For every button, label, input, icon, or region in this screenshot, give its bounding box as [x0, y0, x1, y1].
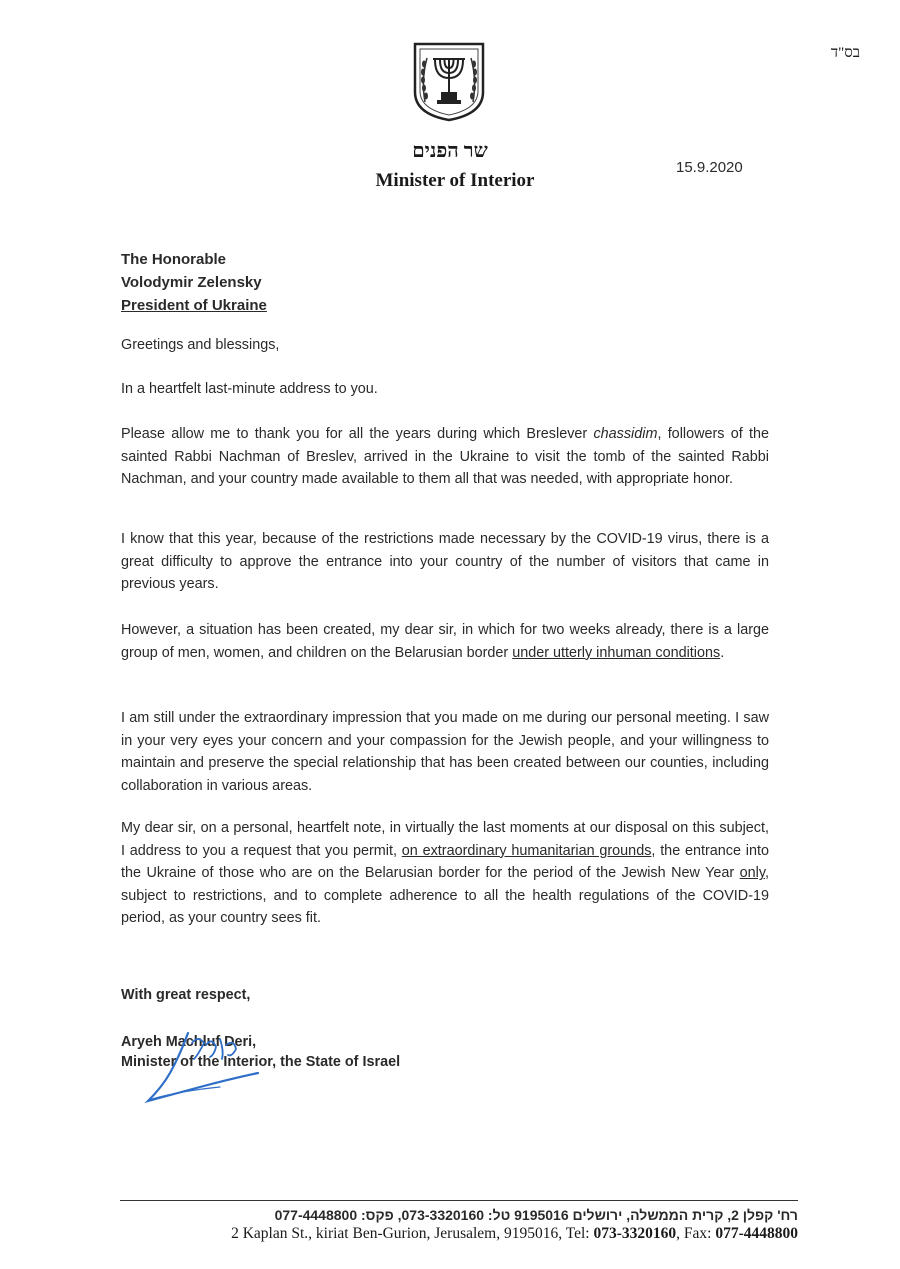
besd-mark: בס"ד — [830, 45, 860, 61]
paragraph-thanks-b: , followers of the sainted Rabbi Nachman of Breslev, arrived in the Ukraine to visit the tomb of the sainted Rabbi Nachman, and your country made available to them all that was needed, with appropriate honor. — [121, 426, 769, 488]
paragraph-thanks — [121, 423, 769, 491]
signatory-role: Minister of the Interior, the State of Israel — [121, 1054, 401, 1070]
letter-date: 15.9.2020 — [676, 159, 743, 176]
footer-divider — [120, 1200, 798, 1201]
intro-paragraph: In a heartfelt last-minute address to you. — [121, 381, 378, 397]
addressee-block — [121, 248, 267, 317]
paragraph-impression: I am still under the extraordinary impression that you made on me during our personal meeting. I saw in your very eyes your concern and your compassion for the Jewish people, and your willingness to maintain and preserve the special relationship that has been created between our counties, including collaboration in various areas. — [121, 710, 769, 794]
footer-tel: 073-3320160 — [593, 1225, 677, 1242]
paragraph-situation-a: However, a situation has been created, my dear sir, in which for two weeks already, there is a large group of men, women, and children on the Belarusian border — [121, 622, 769, 661]
paragraph-request-underline1: on extraordinary humanitarian grounds — [401, 842, 652, 859]
paragraph-thanks-italic: chassidim — [593, 426, 658, 442]
footer-hebrew-address: רח' קפלן 2, קרית הממשלה, ירושלים 9195016 טל: 073-3320160, פקס: 077-4448800 — [274, 1207, 798, 1223]
paragraph-situation-underline: under utterly inhuman conditions — [512, 644, 721, 661]
paragraph-request-b: , the entrance into the Ukraine of those who are on the Belarusian border for the period of the Jewish New Year — [121, 842, 769, 882]
signatory-name: Aryeh Machluf Deri, — [121, 1034, 257, 1050]
footer-fax: 077-4448800 — [715, 1225, 798, 1242]
handwritten-signature — [140, 1025, 270, 1110]
greeting: Greetings and blessings, — [121, 337, 280, 353]
paragraph-request-underline2: only — [739, 865, 765, 882]
paragraph-thanks-a: Please allow me to thank you for all the years during which Breslever — [121, 426, 594, 442]
addressee-line1: The Honorable — [121, 251, 227, 268]
footer-english-address — [120, 1225, 798, 1243]
paragraph-situation — [121, 619, 769, 664]
paragraph-request — [121, 817, 769, 930]
page-title: Minister of Interior — [375, 170, 535, 191]
paragraph-covid: I know that this year, because of the restrictions made necessary by the COVID-19 virus, there is a great difficulty to approve the entrance into your country of the number of visitors that came in previous years. — [121, 531, 769, 593]
footer-fax-label: , Fax: — [676, 1225, 716, 1242]
hebrew-title: שר הפנים — [412, 140, 488, 162]
addressee-line2: Volodymir Zelensky — [121, 274, 262, 291]
closing-salutation: With great respect, — [121, 987, 251, 1003]
footer-address-text: 2 Kaplan St., kiriat Ben-Gurion, Jerusalem, 9195016, Tel: — [231, 1225, 594, 1242]
addressee-line3: President of Ukraine — [121, 297, 267, 314]
state-emblem-icon — [411, 40, 487, 122]
paragraph-request-c: , subject to restrictions, and to complete adherence to all the health regulations of the COVID-19 period, as your country sees fit. — [121, 865, 769, 927]
paragraph-situation-b: . — [720, 644, 725, 661]
paragraph-request-a: My dear sir, on a personal, heartfelt note, in virtually the last moments at our disposal on this subject, I address to you a request that you permit, — [121, 820, 769, 859]
